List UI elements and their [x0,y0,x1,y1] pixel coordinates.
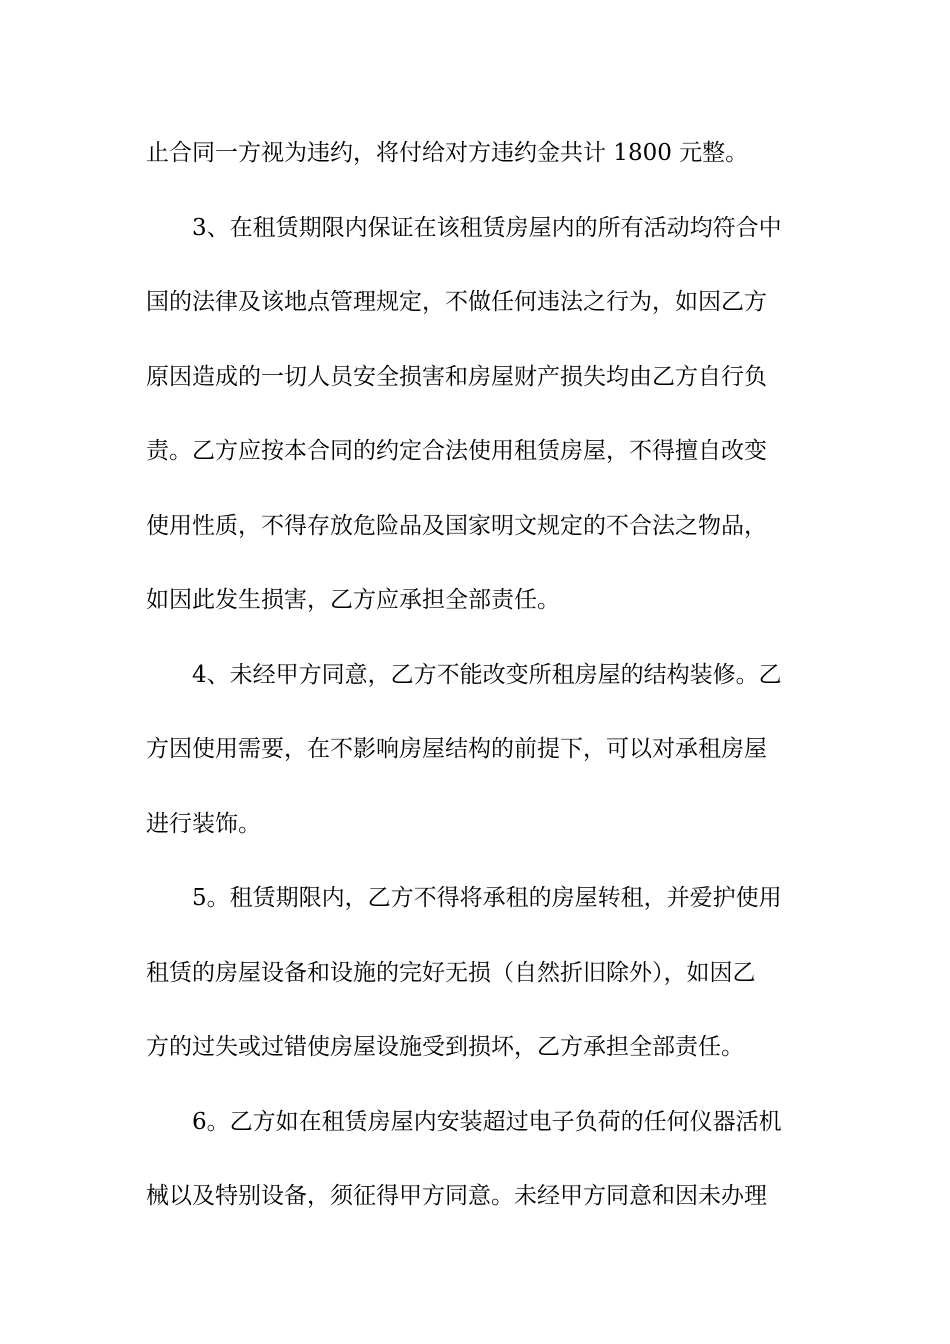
clause-4-line-3: 进行装饰。 [146,810,261,837]
clause-5-line-1: 5。租赁期限内，乙方不得将承租的房屋转租，并爱护使用 [192,885,782,911]
clause-3-line-4: 责。乙方应按本合同的约定合法使用租赁房屋，不得擅自改变 [146,438,767,464]
clause-5-line-2: 租赁的房屋设备和设施的完好无损（自然折旧除外），如因乙 [146,959,756,986]
text-line-1: 止合同一方视为违约，将付给对方违约金共计 1800 元整。 [146,140,749,166]
clause-3-line-3: 原因造成的一切人员安全损害和房屋财产损失均由乙方自行负 [146,363,767,390]
clause-3-line-6: 如因此发生损害，乙方应承担全部责任。 [146,587,560,613]
clause-5-line-3: 方的过失或过错使房屋设施受到损坏，乙方承担全部责任。 [146,1034,744,1060]
contract-text [146,132,808,1250]
clause-3-line-5: 使用性质，不得存放危险品及国家明文规定的不合法之物品， [146,512,767,539]
clause-6-line-1: 6。乙方如在租赁房屋内安装超过电子负荷的任何仪器活机 [192,1108,782,1135]
clause-3-line-2: 国的法律及该地点管理规定，不做任何违法之行为，如因乙方 [146,289,767,315]
clause-3-line-1: 3、在租赁期限内保证在该租赁房屋内的所有活动均符合中 [192,214,782,241]
clause-4-line-1: 4、未经甲方同意，乙方不能改变所租房屋的结构装修。乙 [192,661,782,688]
clause-6-line-2: 械以及特别设备，须征得甲方同意。未经甲方同意和因未办理 [146,1183,767,1209]
clause-4-line-2: 方因使用需要，在不影响房屋结构的前提下，可以对承租房屋 [146,736,767,762]
